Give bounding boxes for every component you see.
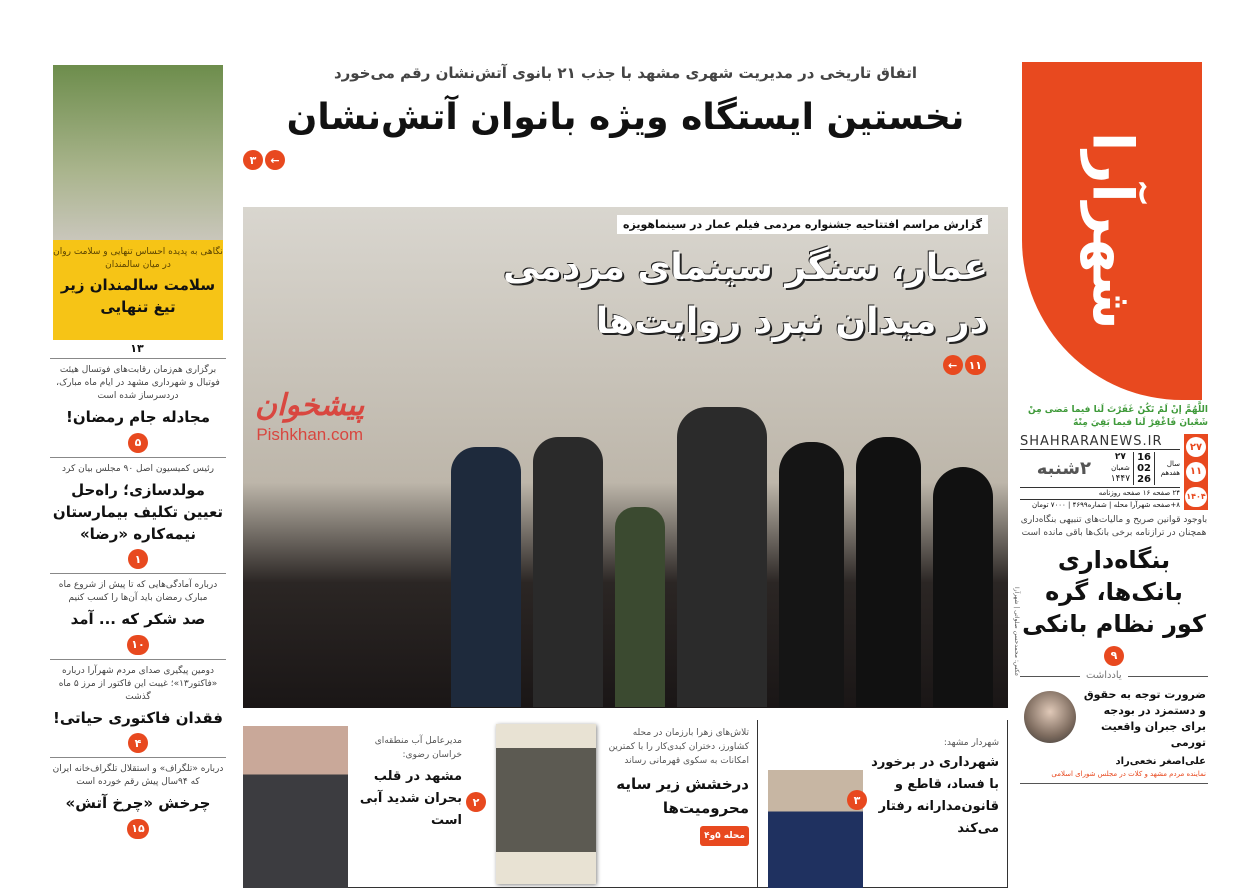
author-photo [1024,691,1076,743]
magazine-cover [496,724,596,884]
bottom-story-3[interactable] [243,720,488,888]
note-title: ضرورت توجه به حقوق و دستمزد در بودجه برای جبران واقعیت تورمی [1083,687,1206,749]
date-box [1020,434,1208,510]
watermark: پیشخوان Pishkhan.com [255,388,365,444]
arrow-icon: ← [265,150,285,170]
left-story[interactable]: درباره «تلگراف» و استقلال تلگراف‌خانه ایران که ۹۴سال پیش رقم خورده است چرخش «چرخ آتش» ۱۵ [50,757,226,843]
main-kicker: اتفاق تاریخی در مدیریت شهری مشهد با جذب ۲۱ بانوی آتش‌نشان رقم می‌خورد [333,64,918,82]
left-stories [50,358,226,843]
bottom-row [243,720,1008,888]
left-story[interactable]: دومین پیگیری صدای مردم شهرآرا درباره «فاکتور۱۳»؛ غیبت این فاکتور از مرز ۵ ماه گذشت فقدان فاکتوری حیاتی! ۴ [50,659,226,758]
bottom-story-1[interactable] [758,720,1008,888]
solar-month: ۱۱ [1186,462,1206,482]
feature-kicker: نگاهی به پدیده احساس تنهایی و سلامت روان در میان سالمندان [53,247,223,270]
bottom-kicker: تلاش‌های زهرا بارزمان در محله کشاورز، دختران کبدی‌کار را با کمترین امکانات به سکوی قهرمانی رساند [608,728,749,766]
note-role: نماینده مردم مشهد و کلات در مجلس شورای اسلامی [1051,769,1206,778]
right-headline[interactable]: بنگاه‌داری بانک‌ها، گره کور نظام بانکی [1022,546,1206,638]
photo-page-badge[interactable]: ۱۱ [965,355,986,375]
note-author: علی‌اصغر نخعی‌راد [1115,755,1206,767]
photo-kicker: گزارش مراسم افتتاحیه جشنواره مردمی فیلم عمار در سینماهویزه [617,215,988,234]
page-badge[interactable]: ۱۰ [127,635,148,655]
feature-page[interactable]: ۱۳ [125,341,149,356]
bottom-kicker: مدیرعامل آب منطقه‌ای خراسان رضوی: [374,736,462,760]
left-story[interactable]: رئیس کمیسیون اصل ۹۰ مجلس بیان کرد مولدسازی؛ راه‌حل تعیین تکلیف بیمارستان نیمه‌کاره «رضا» ۱ [50,457,226,574]
bottom-page-badge[interactable]: ۲ [466,792,486,812]
hijri-date: ۲۷ شعبان ۱۴۴۷ [1110,452,1131,484]
bottom-page-badge[interactable]: ۳ [847,790,867,810]
main-photo[interactable] [243,207,1020,708]
right-page-badge[interactable]: ۹ [1104,646,1124,666]
issue-line: ۸+صفحه شهرآرا محله | شماره۴۶۹۹ | ۷۰۰۰ تومان [1031,501,1180,509]
prayer: اللَّهُمَّ إنْ لَمْ تَكُنْ غَفَرْتَ لَنا فيما مَضى مِنْ شَعْبانَ فَاغْفِرْ لَنا فيما بَقِيَ مِنْهُ [1027,405,1208,428]
gregorian-date: 16 02 26 [1133,452,1155,485]
main-head-block [243,62,1008,204]
page-badge[interactable]: ۱ [128,549,148,569]
solar-year: ۱۴۰۴ [1185,487,1207,507]
feature-headline: سلامت سالمندان زیر تیغ تنهایی [60,276,216,316]
site-url: SHAHRARANEWS.IR [1020,434,1180,450]
main-page-badge[interactable]: ۳ [243,150,263,170]
bottom-headline: شهرداری در برخورد با فساد، قاطع و قانون‌مدارانه رفتار می‌کند [871,755,999,836]
main-headline[interactable]: نخستین ایستگاه ویژه بانوان آتش‌نشان [286,97,965,138]
page-badge[interactable]: ۵ [128,433,148,453]
solar-day: ۲۷ [1186,437,1206,457]
bottom-page-badge[interactable]: محله ۵و۴ [700,826,749,846]
water-manager-photo [243,726,348,888]
bottom-kicker: شهردار مشهد: [943,738,999,748]
arrow-icon: ← [943,355,963,375]
left-story[interactable]: برگزاری هم‌زمان رقابت‌های فوتسال هیئت فوتبال و شهرداری مشهد در ایام ماه مبارک، دردسرساز شده است مجادله جام رمضان! ۵ [50,358,226,457]
mayor-photo [768,770,863,888]
photo-headline-1[interactable]: عمار، سنگر سینمای مردمی [503,247,988,288]
pages-line: ۲۴ صفحه ۱۶ صفحه روزنامه [1020,488,1180,500]
page-badge[interactable]: ۱۵ [127,819,148,839]
photo-credit: عکس: محمدحسن صلواتی | شهرآرا [1013,587,1020,677]
right-column [1020,404,1208,784]
bottom-headline: درخشش زیر سایه محرومیت‌ها [616,775,749,817]
feature-box[interactable] [53,240,223,340]
elderly-photo [53,65,223,240]
right-kicker: باوجود قوانین صریح و مالیات‌های تنبیهی بنگاه‌داری همچنان در ترازنامه برخی بانک‌ها باقی مانده است [1020,515,1208,538]
weekday: ۲شنبه [1036,458,1092,479]
page-badge[interactable]: ۴ [128,733,148,753]
masthead-logo [1022,62,1202,400]
bottom-headline: مشهد در قلب بحران شدید آبی است [359,769,462,828]
photo-headline-2[interactable]: در میدان نبرد روایت‌ها [595,301,988,342]
note-label: یادداشت [1080,669,1128,683]
left-story[interactable]: درباره آمادگی‌هایی که تا پیش از شروع ماه مبارک رمضان باید آن‌ها را کسب کنیم صد شکر که ... آمد ۱۰ [50,573,226,659]
year-label: سال هفدهم [1160,459,1180,477]
bottom-story-2[interactable] [488,720,758,888]
people-group [273,427,993,707]
note-box[interactable] [1020,669,1208,784]
logo-text: شهرآرا [1079,132,1145,330]
